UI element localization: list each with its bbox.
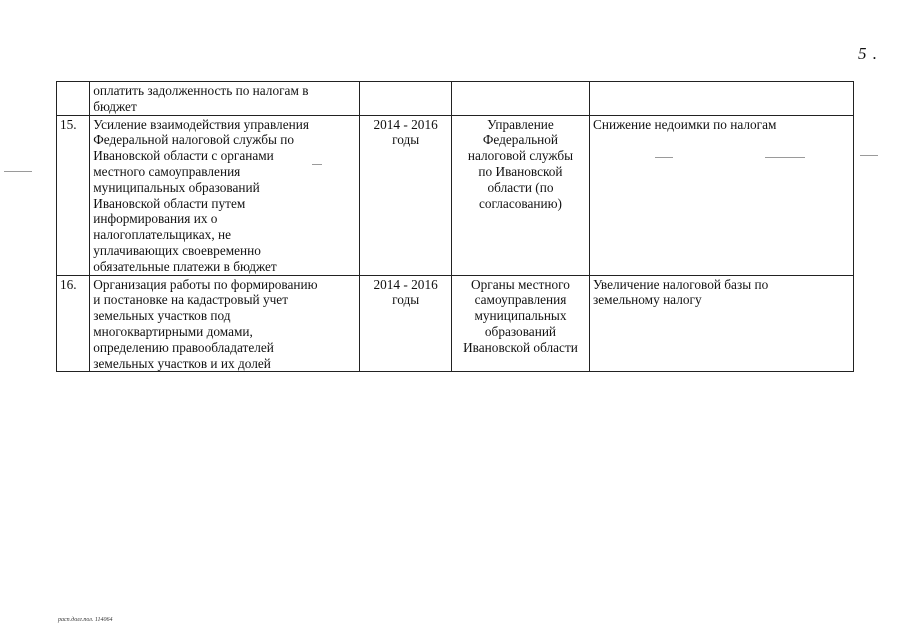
implementation-term	[360, 82, 452, 116]
table-row	[57, 115, 854, 275]
row-number: 15.	[57, 115, 90, 275]
measures-table	[56, 81, 854, 372]
expected-result: Увеличение налоговой базы по земельному налогу	[590, 275, 854, 372]
scan-speck	[860, 155, 878, 156]
responsible-executor: Управление Федеральной налоговой службы по Ивановской области (по согласованию)	[451, 115, 589, 275]
measure-description: Организация работы по формированию и постановке на кадастровый учет земельных участков под многоквартирными домами, определению правообладателей земельных участков и их долей	[90, 275, 360, 372]
page-number: 5 .	[858, 44, 878, 63]
measure-description: Усиление взаимодействия управления Федеральной налоговой службы по Ивановской области с органами местного самоуправления муниципальных образований Ивановской области путем информирования их о налогоплательщиках, не уплачивающих своевременно обязательные платежи в бюджет	[90, 115, 360, 275]
scan-speck	[4, 171, 32, 172]
table-row	[57, 82, 854, 116]
table-row	[57, 275, 854, 372]
expected-result: Снижение недоимки по налогам	[590, 115, 854, 275]
implementation-term: 2014 - 2016 годы	[360, 275, 452, 372]
row-number	[57, 82, 90, 116]
measure-description: оплатить задолженность по налогам в бюджет	[90, 82, 360, 116]
row-number: 16.	[57, 275, 90, 372]
responsible-executor: Органы местного самоуправления муниципальных образований Ивановской области	[451, 275, 589, 372]
responsible-executor	[451, 82, 589, 116]
footer-code: расп.долг.пол. 114064	[58, 617, 113, 623]
expected-result	[590, 82, 854, 116]
implementation-term: 2014 - 2016 годы	[360, 115, 452, 275]
